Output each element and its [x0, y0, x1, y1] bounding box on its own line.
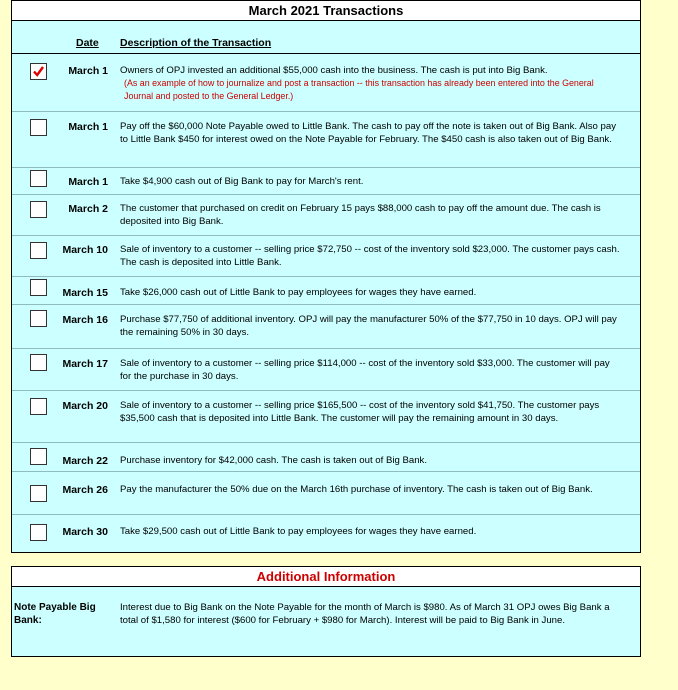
- transaction-example-note: (As an example of how to journalize and post a transaction -- this transaction has already been entered into the General Journal and posted to the General Ledger.): [124, 78, 594, 101]
- transaction-checkbox[interactable]: [30, 398, 47, 415]
- transaction-description: Pay off the $60,000 Note Payable owed to Little Bank. The cash to pay off the note is taken out of Big Bank. Also pay to Little Bank $450 for interest owed on the Note Payable for February. The $450 cash is also taken out of Big Bank.: [120, 121, 617, 145]
- transaction-row: [12, 112, 640, 168]
- transaction-row: [12, 195, 640, 236]
- transaction-checkbox[interactable]: [30, 448, 47, 465]
- transaction-description: Pay the manufacturer the 50% due on the March 16th purchase of inventory. The cash is taken out of Big Bank.: [120, 484, 593, 495]
- date-column-header: Date: [76, 37, 99, 49]
- transaction-date: March 1: [68, 176, 108, 188]
- transaction-row: [12, 277, 640, 305]
- transaction-description: Sale of inventory to a customer -- selling price $165,500 -- cost of the inventory sold $41,750. The customer pays $35,500 cash that is deposited into Little Bank. The customer will pay the remaining amount in 30 days.: [120, 400, 600, 424]
- transaction-row: [12, 443, 640, 472]
- transaction-checkbox[interactable]: [30, 485, 47, 502]
- transaction-description: Take $29,500 cash out of Little Bank to pay employees for wages they have earned.: [120, 526, 477, 537]
- transactions-title: March 2021 Transactions: [12, 1, 640, 21]
- transaction-date: March 15: [62, 287, 108, 299]
- transaction-row: [12, 236, 640, 277]
- checkmark-icon: [32, 65, 45, 78]
- transaction-description: Sale of inventory to a customer -- selling price $72,750 -- cost of the inventory sold $23,000. The customer pays cash. The cash is deposited into Little Bank.: [120, 244, 620, 268]
- transaction-checkbox[interactable]: [30, 310, 47, 327]
- transactions-panel: [11, 0, 641, 553]
- transaction-date: March 22: [62, 455, 108, 467]
- transaction-row: [12, 54, 640, 112]
- note-payable-label: Note Payable Big Bank:: [14, 602, 96, 626]
- transaction-date: March 17: [62, 358, 108, 370]
- transaction-description: Purchase inventory for $42,000 cash. The cash is taken out of Big Bank.: [120, 455, 428, 466]
- transaction-checkbox[interactable]: [30, 354, 47, 371]
- transaction-checkbox[interactable]: [30, 279, 47, 296]
- transaction-checkbox[interactable]: [30, 170, 47, 187]
- note-payable-interest-text: Interest due to Big Bank on the Note Payable for the month of March is $980. As of March 31 OPJ owes Big Bank a total of $1,580 for interest ($600 for February + $980 for March). Interest will be paid to Big Bank in June.: [120, 602, 610, 626]
- transaction-date: March 26: [62, 484, 108, 496]
- transaction-description: The customer that purchased on credit on February 15 pays $88,000 cash to pay off the amount due. The cash is deposited into Big Bank.: [120, 203, 601, 227]
- transaction-date: March 1: [68, 121, 108, 133]
- transaction-row: [12, 349, 640, 391]
- transaction-date: March 20: [62, 400, 108, 412]
- transaction-date: March 1: [68, 65, 108, 77]
- transaction-row: [12, 472, 640, 515]
- transaction-description: Owners of OPJ invested an additional $55,000 cash into the business. The cash is put into Big Bank.: [120, 65, 548, 76]
- transaction-description: Take $4,900 cash out of Big Bank to pay for March's rent.: [120, 176, 364, 187]
- transaction-row: [12, 515, 640, 552]
- transaction-row: [12, 168, 640, 195]
- transaction-date: March 10: [62, 244, 108, 256]
- transaction-row: [12, 305, 640, 349]
- sheet-margin: [0, 0, 11, 690]
- transaction-date: March 30: [62, 526, 108, 538]
- description-column-header: Description of the Transaction: [120, 37, 272, 49]
- transaction-row: [12, 391, 640, 443]
- transaction-checkbox[interactable]: [30, 201, 47, 218]
- additional-info-panel: [11, 566, 641, 657]
- transaction-checkbox[interactable]: [30, 63, 47, 80]
- additional-info-title: Additional Information: [12, 567, 640, 587]
- transaction-checkbox[interactable]: [30, 242, 47, 259]
- transaction-description: Sale of inventory to a customer -- selling price $114,000 -- cost of the inventory sold $33,000. The customer will pay for the purchase in 30 days.: [120, 358, 610, 382]
- transaction-description: Take $26,000 cash out of Little Bank to pay employees for wages they have earned.: [120, 287, 477, 298]
- transaction-checkbox[interactable]: [30, 524, 47, 541]
- transaction-date: March 16: [62, 314, 108, 326]
- transaction-date: March 2: [68, 203, 108, 215]
- transaction-description: Purchase $77,750 of additional inventory. OPJ will pay the manufacturer 50% of the $77,750 in 10 days. OPJ will pay the remaining 50% in 30 days.: [120, 314, 617, 338]
- transaction-checkbox[interactable]: [30, 119, 47, 136]
